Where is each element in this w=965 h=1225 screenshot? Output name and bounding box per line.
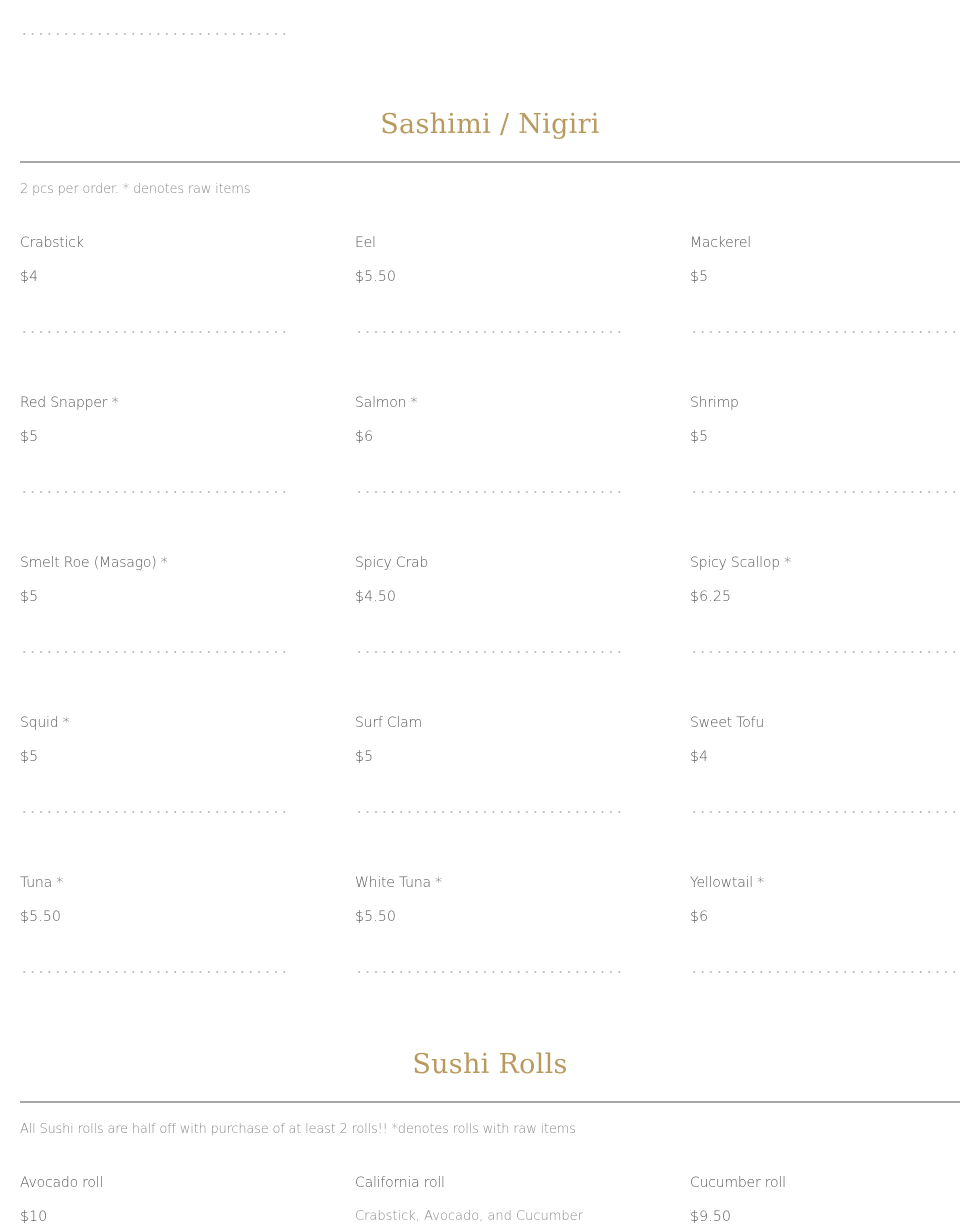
item-price: $5 <box>20 749 39 765</box>
item-name: Surf Clam <box>355 715 422 731</box>
section-title: Sushi Rolls <box>412 1049 568 1080</box>
item-separator-dots <box>355 651 625 653</box>
item-name: Tuna * <box>20 875 64 891</box>
item-price: $6 <box>355 429 374 445</box>
item-separator-dots <box>690 331 960 333</box>
item-price: $6 <box>690 909 709 925</box>
item-price: $5.50 <box>20 909 62 925</box>
item-name: California roll <box>355 1175 445 1191</box>
item-separator-dots <box>690 971 960 973</box>
item-separator-dots <box>20 651 290 653</box>
item-separator-dots <box>690 811 960 813</box>
item-separator-dots <box>355 811 625 813</box>
item-price: $4 <box>690 749 709 765</box>
item-price: $9.50 <box>690 1209 732 1225</box>
item-price: $10 <box>20 1209 48 1225</box>
item-price: $4 <box>20 269 39 285</box>
item-price: $5 <box>20 429 39 445</box>
item-price: $5.50 <box>355 269 397 285</box>
item-price: $5 <box>20 589 39 605</box>
item-price: $5 <box>355 749 374 765</box>
section-divider <box>20 1101 960 1103</box>
item-name: Shrimp <box>690 395 739 411</box>
item-separator-dots <box>355 331 625 333</box>
item-name: Yellowtail * <box>690 875 764 891</box>
item-separator-dots <box>20 491 290 493</box>
item-price: $4.50 <box>355 589 397 605</box>
item-separator-dots <box>20 331 290 333</box>
item-name: Squid * <box>20 715 70 731</box>
item-name: Salmon * <box>355 395 418 411</box>
section-title: Sashimi / Nigiri <box>380 109 600 140</box>
item-name: Avocado roll <box>20 1175 104 1191</box>
separator-dots <box>20 33 290 35</box>
section-divider <box>20 161 960 163</box>
item-separator-dots <box>690 651 960 653</box>
item-separator-dots <box>690 491 960 493</box>
item-separator-dots <box>355 491 625 493</box>
item-price: $6.25 <box>690 589 732 605</box>
item-name: Spicy Crab <box>355 555 429 571</box>
item-name: Red Snapper * <box>20 395 119 411</box>
item-price: $5.50 <box>355 909 397 925</box>
item-name: Eel <box>355 235 376 251</box>
item-description: Crabstick, Avocado, and Cucumber <box>355 1209 583 1224</box>
section-note: 2 pcs per order. * denotes raw items <box>20 182 251 197</box>
item-separator-dots <box>20 971 290 973</box>
item-name: Smelt Roe (Masago) * <box>20 555 168 571</box>
item-name: Sweet Tofu <box>690 715 765 731</box>
item-name: Spicy Scallop * <box>690 555 791 571</box>
item-separator-dots <box>20 811 290 813</box>
item-price: $5 <box>690 269 709 285</box>
item-name: Mackerel <box>690 235 751 251</box>
item-name: White Tuna * <box>355 875 442 891</box>
item-price: $5 <box>690 429 709 445</box>
item-separator-dots <box>355 971 625 973</box>
item-name: Crabstick <box>20 235 84 251</box>
item-name: Cucumber roll <box>690 1175 786 1191</box>
section-note: All Sushi rolls are half off with purchase of at least 2 rolls!! *denotes rolls with raw items <box>20 1122 576 1137</box>
